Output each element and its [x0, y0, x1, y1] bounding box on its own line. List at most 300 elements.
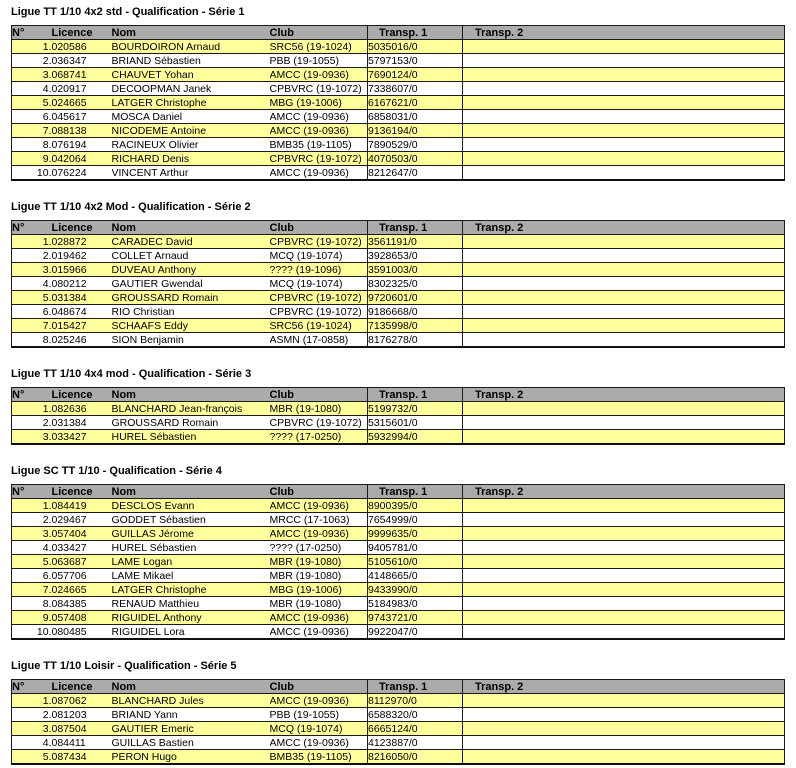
- result-row: [12, 277, 785, 291]
- result-row: [12, 499, 785, 513]
- cell-licence: 031384: [52, 291, 112, 305]
- cell-licence: 076194: [52, 138, 112, 152]
- cell-licence: 084419: [52, 499, 112, 513]
- cell-club: SRC56 (19-1024): [270, 40, 368, 54]
- cell-licence: 031384: [52, 416, 112, 430]
- cell-num: 8.: [12, 597, 52, 611]
- cell-transp1: 4148665/0: [368, 569, 463, 583]
- cell-transp2: [463, 277, 785, 291]
- serie-title: Ligue TT 1/10 4x2 Mod - Qualification - Série 2: [11, 201, 251, 213]
- cell-licence: 036347: [52, 54, 112, 68]
- result-row: [12, 138, 785, 152]
- cell-licence: 028872: [52, 235, 112, 249]
- cell-club: MCQ (19-1074): [270, 722, 368, 736]
- cell-num: 3.: [12, 68, 52, 82]
- results-table-serie-3: [11, 387, 785, 445]
- results-table-serie-5: [11, 679, 785, 765]
- cell-transp2: [463, 138, 785, 152]
- column-header-num: N°: [12, 26, 52, 40]
- result-row: [12, 569, 785, 583]
- cell-transp2: [463, 333, 785, 348]
- cell-transp2: [463, 68, 785, 82]
- cell-transp1: 6665124/0: [368, 722, 463, 736]
- column-header-transp2: Transp. 2: [463, 26, 785, 40]
- cell-licence: 019462: [52, 249, 112, 263]
- result-row: [12, 333, 785, 348]
- cell-transp2: [463, 54, 785, 68]
- result-row: [12, 611, 785, 625]
- cell-num: 4.: [12, 541, 52, 555]
- cell-transp1: 9433990/0: [368, 583, 463, 597]
- result-row: [12, 708, 785, 722]
- cell-transp2: [463, 722, 785, 736]
- cell-nom: PERON Hugo: [112, 750, 270, 765]
- result-row: [12, 416, 785, 430]
- cell-club: BMB35 (19-1105): [270, 750, 368, 765]
- cell-transp1: 3928653/0: [368, 249, 463, 263]
- cell-club: BMB35 (19-1105): [270, 138, 368, 152]
- column-header-transp1: Transp. 1: [368, 388, 463, 402]
- cell-nom: GAUTIER Emeric: [112, 722, 270, 736]
- cell-transp1: 8302325/0: [368, 277, 463, 291]
- cell-num: 1.: [12, 235, 52, 249]
- column-header-club: Club: [270, 485, 368, 499]
- cell-transp1: 9743721/0: [368, 611, 463, 625]
- cell-transp2: [463, 750, 785, 765]
- cell-club: AMCC (19-0936): [270, 527, 368, 541]
- cell-nom: LAME Logan: [112, 555, 270, 569]
- cell-licence: 087434: [52, 750, 112, 765]
- cell-licence: 015966: [52, 263, 112, 277]
- cell-licence: 033427: [52, 430, 112, 445]
- result-row: [12, 54, 785, 68]
- cell-licence: 057408: [52, 611, 112, 625]
- cell-club: ???? (19-1096): [270, 263, 368, 277]
- cell-transp2: [463, 291, 785, 305]
- cell-transp2: [463, 541, 785, 555]
- column-header-licence: Licence: [52, 388, 112, 402]
- cell-transp2: [463, 96, 785, 110]
- cell-num: 2.: [12, 416, 52, 430]
- table-header-row: [12, 221, 785, 235]
- column-header-licence: Licence: [52, 221, 112, 235]
- cell-nom: GROUSSARD Romain: [112, 416, 270, 430]
- cell-nom: GAUTIER Gwendal: [112, 277, 270, 291]
- cell-club: ???? (17-0250): [270, 541, 368, 555]
- column-header-licence: Licence: [52, 26, 112, 40]
- result-row: [12, 152, 785, 166]
- cell-transp1: 5932994/0: [368, 430, 463, 445]
- cell-club: CPBVRC (19-1072): [270, 152, 368, 166]
- cell-transp1: 7135998/0: [368, 319, 463, 333]
- cell-transp1: 4070503/0: [368, 152, 463, 166]
- cell-nom: LATGER Christophe: [112, 96, 270, 110]
- result-row: [12, 263, 785, 277]
- cell-transp1: 9922047/0: [368, 625, 463, 640]
- cell-licence: 076224: [52, 166, 112, 181]
- cell-transp1: 5315601/0: [368, 416, 463, 430]
- cell-transp1: 8112970/0: [368, 694, 463, 708]
- cell-num: 5.: [12, 291, 52, 305]
- cell-nom: CARADEC David: [112, 235, 270, 249]
- cell-licence: 080212: [52, 277, 112, 291]
- results-table-serie-1: [11, 25, 785, 181]
- cell-licence: 063687: [52, 555, 112, 569]
- result-row: [12, 40, 785, 54]
- cell-club: CPBVRC (19-1072): [270, 416, 368, 430]
- cell-licence: 084411: [52, 736, 112, 750]
- cell-club: CPBVRC (19-1072): [270, 291, 368, 305]
- cell-nom: GROUSSARD Romain: [112, 291, 270, 305]
- serie-section-1: [11, 6, 784, 181]
- cell-transp1: 8176278/0: [368, 333, 463, 348]
- result-row: [12, 625, 785, 640]
- cell-transp2: [463, 583, 785, 597]
- column-header-transp2: Transp. 2: [463, 680, 785, 694]
- cell-licence: 042064: [52, 152, 112, 166]
- cell-club: ???? (17-0250): [270, 430, 368, 445]
- cell-nom: BRIAND Sébastien: [112, 54, 270, 68]
- result-row: [12, 541, 785, 555]
- cell-transp2: [463, 124, 785, 138]
- cell-num: 3.: [12, 430, 52, 445]
- column-header-num: N°: [12, 680, 52, 694]
- result-row: [12, 124, 785, 138]
- cell-transp1: 8212647/0: [368, 166, 463, 181]
- cell-nom: NICODEME Antoine: [112, 124, 270, 138]
- cell-licence: 057706: [52, 569, 112, 583]
- serie-section-3: [11, 368, 784, 445]
- cell-transp1: 7338607/0: [368, 82, 463, 96]
- result-row: [12, 583, 785, 597]
- result-row: [12, 430, 785, 445]
- cell-transp2: [463, 513, 785, 527]
- cell-transp2: [463, 235, 785, 249]
- result-row: [12, 291, 785, 305]
- cell-nom: BOURDOIRON Arnaud: [112, 40, 270, 54]
- results-table-serie-4: [11, 484, 785, 640]
- cell-transp1: 8900395/0: [368, 499, 463, 513]
- column-header-transp1: Transp. 1: [368, 221, 463, 235]
- column-header-num: N°: [12, 485, 52, 499]
- cell-transp2: [463, 694, 785, 708]
- cell-licence: 020917: [52, 82, 112, 96]
- column-header-transp2: Transp. 2: [463, 485, 785, 499]
- cell-club: CPBVRC (19-1072): [270, 235, 368, 249]
- result-row: [12, 96, 785, 110]
- result-row: [12, 722, 785, 736]
- cell-club: AMCC (19-0936): [270, 611, 368, 625]
- cell-transp2: [463, 319, 785, 333]
- cell-club: CPBVRC (19-1072): [270, 82, 368, 96]
- cell-club: MBG (19-1006): [270, 96, 368, 110]
- cell-num: 1.: [12, 694, 52, 708]
- cell-transp1: 7654999/0: [368, 513, 463, 527]
- cell-transp2: [463, 555, 785, 569]
- cell-num: 1.: [12, 499, 52, 513]
- cell-nom: LAME Mikael: [112, 569, 270, 583]
- cell-nom: RENAUD Matthieu: [112, 597, 270, 611]
- table-header-row: [12, 26, 785, 40]
- cell-club: PBB (19-1055): [270, 54, 368, 68]
- cell-club: MBR (19-1080): [270, 555, 368, 569]
- cell-num: 8.: [12, 138, 52, 152]
- cell-licence: 087504: [52, 722, 112, 736]
- column-header-licence: Licence: [52, 485, 112, 499]
- cell-num: 7.: [12, 319, 52, 333]
- cell-transp1: 5035016/0: [368, 40, 463, 54]
- cell-nom: DESCLOS Evann: [112, 499, 270, 513]
- cell-transp1: 6588320/0: [368, 708, 463, 722]
- cell-licence: 025246: [52, 333, 112, 348]
- cell-club: ASMN (17-0858): [270, 333, 368, 348]
- cell-transp1: 5797153/0: [368, 54, 463, 68]
- cell-licence: 029467: [52, 513, 112, 527]
- cell-num: 5.: [12, 96, 52, 110]
- table-header-row: [12, 485, 785, 499]
- cell-nom: DUVEAU Anthony: [112, 263, 270, 277]
- cell-transp2: [463, 597, 785, 611]
- cell-nom: GODDET Sébastien: [112, 513, 270, 527]
- cell-club: SRC56 (19-1024): [270, 319, 368, 333]
- cell-nom: LATGER Christophe: [112, 583, 270, 597]
- column-header-transp2: Transp. 2: [463, 221, 785, 235]
- cell-transp1: 5199732/0: [368, 402, 463, 416]
- cell-transp2: [463, 166, 785, 181]
- cell-licence: 088138: [52, 124, 112, 138]
- cell-club: AMCC (19-0936): [270, 166, 368, 181]
- cell-num: 8.: [12, 333, 52, 348]
- cell-transp2: [463, 82, 785, 96]
- cell-club: AMCC (19-0936): [270, 124, 368, 138]
- cell-num: 6.: [12, 110, 52, 124]
- cell-transp1: 8216050/0: [368, 750, 463, 765]
- cell-licence: 082636: [52, 402, 112, 416]
- cell-club: AMCC (19-0936): [270, 625, 368, 640]
- cell-club: AMCC (19-0936): [270, 694, 368, 708]
- cell-transp2: [463, 263, 785, 277]
- result-row: [12, 597, 785, 611]
- cell-transp1: 6167621/0: [368, 96, 463, 110]
- serie-title: Ligue TT 1/10 Loisir - Qualification - Série 5: [11, 660, 237, 672]
- cell-licence: 084385: [52, 597, 112, 611]
- cell-nom: BLANCHARD Jules: [112, 694, 270, 708]
- cell-num: 2.: [12, 708, 52, 722]
- cell-transp2: [463, 569, 785, 583]
- cell-num: 9.: [12, 611, 52, 625]
- cell-num: 2.: [12, 54, 52, 68]
- cell-transp2: [463, 527, 785, 541]
- cell-transp1: 7690124/0: [368, 68, 463, 82]
- cell-transp1: 9999635/0: [368, 527, 463, 541]
- result-row: [12, 319, 785, 333]
- result-row: [12, 513, 785, 527]
- cell-club: AMCC (19-0936): [270, 499, 368, 513]
- cell-transp2: [463, 416, 785, 430]
- cell-num: 1.: [12, 40, 52, 54]
- column-header-transp1: Transp. 1: [368, 680, 463, 694]
- cell-transp1: 7890529/0: [368, 138, 463, 152]
- table-header-row: [12, 388, 785, 402]
- serie-section-4: [11, 465, 784, 640]
- cell-num: 6.: [12, 305, 52, 319]
- result-row: [12, 305, 785, 319]
- column-header-club: Club: [270, 680, 368, 694]
- column-header-licence: Licence: [52, 680, 112, 694]
- column-header-club: Club: [270, 26, 368, 40]
- cell-transp1: 3561191/0: [368, 235, 463, 249]
- column-header-nom: Nom: [112, 221, 270, 235]
- cell-num: 2.: [12, 513, 52, 527]
- cell-num: 3.: [12, 263, 52, 277]
- column-header-nom: Nom: [112, 26, 270, 40]
- results-table-serie-2: [11, 220, 785, 348]
- cell-nom: RIO Christian: [112, 305, 270, 319]
- cell-transp2: [463, 305, 785, 319]
- cell-transp2: [463, 736, 785, 750]
- column-header-nom: Nom: [112, 680, 270, 694]
- cell-licence: 015427: [52, 319, 112, 333]
- result-row: [12, 555, 785, 569]
- column-header-club: Club: [270, 221, 368, 235]
- cell-num: 4.: [12, 82, 52, 96]
- result-row: [12, 402, 785, 416]
- cell-num: 10.: [12, 166, 52, 181]
- cell-nom: SCHAAFS Eddy: [112, 319, 270, 333]
- cell-licence: 020586: [52, 40, 112, 54]
- column-header-num: N°: [12, 221, 52, 235]
- cell-licence: 024665: [52, 96, 112, 110]
- table-header-row: [12, 680, 785, 694]
- cell-num: 4.: [12, 736, 52, 750]
- cell-nom: DECOOPMAN Janek: [112, 82, 270, 96]
- column-header-club: Club: [270, 388, 368, 402]
- result-row: [12, 694, 785, 708]
- result-row: [12, 82, 785, 96]
- cell-club: AMCC (19-0936): [270, 110, 368, 124]
- cell-nom: VINCENT Arthur: [112, 166, 270, 181]
- column-header-transp1: Transp. 1: [368, 485, 463, 499]
- result-row: [12, 527, 785, 541]
- cell-transp2: [463, 611, 785, 625]
- cell-nom: RIGUIDEL Lora: [112, 625, 270, 640]
- serie-title: Ligue SC TT 1/10 - Qualification - Série 4: [11, 465, 222, 477]
- result-row: [12, 68, 785, 82]
- cell-transp1: 5184983/0: [368, 597, 463, 611]
- cell-nom: BLANCHARD Jean-françois: [112, 402, 270, 416]
- cell-num: 2.: [12, 249, 52, 263]
- result-row: [12, 736, 785, 750]
- cell-club: MBG (19-1006): [270, 583, 368, 597]
- cell-num: 4.: [12, 277, 52, 291]
- cell-nom: COLLET Arnaud: [112, 249, 270, 263]
- cell-club: MCQ (19-1074): [270, 249, 368, 263]
- cell-club: MBR (19-1080): [270, 597, 368, 611]
- serie-section-5: [11, 660, 784, 765]
- cell-num: 3.: [12, 722, 52, 736]
- cell-club: MCQ (19-1074): [270, 277, 368, 291]
- cell-nom: GUILLAS Bastien: [112, 736, 270, 750]
- cell-transp2: [463, 152, 785, 166]
- cell-licence: 033427: [52, 541, 112, 555]
- cell-licence: 080485: [52, 625, 112, 640]
- cell-transp1: 9186668/0: [368, 305, 463, 319]
- cell-nom: RICHARD Denis: [112, 152, 270, 166]
- cell-transp2: [463, 110, 785, 124]
- cell-club: MBR (19-1080): [270, 402, 368, 416]
- result-row: [12, 249, 785, 263]
- cell-licence: 045617: [52, 110, 112, 124]
- cell-num: 5.: [12, 555, 52, 569]
- cell-transp2: [463, 40, 785, 54]
- column-header-nom: Nom: [112, 388, 270, 402]
- cell-transp2: [463, 708, 785, 722]
- cell-nom: CHAUVET Yohan: [112, 68, 270, 82]
- cell-nom: RACINEUX Olivier: [112, 138, 270, 152]
- result-row: [12, 166, 785, 181]
- column-header-num: N°: [12, 388, 52, 402]
- cell-transp2: [463, 430, 785, 445]
- cell-licence: 068741: [52, 68, 112, 82]
- cell-licence: 081203: [52, 708, 112, 722]
- cell-num: 5.: [12, 750, 52, 765]
- cell-transp1: 5105610/0: [368, 555, 463, 569]
- cell-club: AMCC (19-0936): [270, 68, 368, 82]
- cell-licence: 024665: [52, 583, 112, 597]
- cell-club: PBB (19-1055): [270, 708, 368, 722]
- cell-licence: 087062: [52, 694, 112, 708]
- cell-licence: 057404: [52, 527, 112, 541]
- cell-nom: GUILLAS Jérome: [112, 527, 270, 541]
- cell-nom: HUREL Sébastien: [112, 541, 270, 555]
- cell-transp1: 4123887/0: [368, 736, 463, 750]
- cell-num: 6.: [12, 569, 52, 583]
- result-row: [12, 750, 785, 765]
- cell-transp1: 9405781/0: [368, 541, 463, 555]
- cell-num: 3.: [12, 527, 52, 541]
- cell-club: CPBVRC (19-1072): [270, 305, 368, 319]
- cell-transp1: 9720601/0: [368, 291, 463, 305]
- cell-num: 7.: [12, 583, 52, 597]
- cell-num: 7.: [12, 124, 52, 138]
- result-row: [12, 110, 785, 124]
- cell-nom: MOSCA Daniel: [112, 110, 270, 124]
- cell-club: MBR (19-1080): [270, 569, 368, 583]
- cell-nom: BRIAND Yann: [112, 708, 270, 722]
- cell-transp1: 6858031/0: [368, 110, 463, 124]
- cell-club: MRCC (17-1063): [270, 513, 368, 527]
- cell-transp2: [463, 249, 785, 263]
- cell-transp2: [463, 625, 785, 640]
- cell-licence: 048674: [52, 305, 112, 319]
- cell-num: 9.: [12, 152, 52, 166]
- serie-title: Ligue TT 1/10 4x4 mod - Qualification - Série 3: [11, 368, 252, 380]
- column-header-transp1: Transp. 1: [368, 26, 463, 40]
- column-header-nom: Nom: [112, 485, 270, 499]
- cell-nom: HUREL Sébastien: [112, 430, 270, 445]
- cell-transp2: [463, 499, 785, 513]
- serie-section-2: [11, 201, 784, 348]
- column-header-transp2: Transp. 2: [463, 388, 785, 402]
- cell-transp1: 9136194/0: [368, 124, 463, 138]
- serie-title: Ligue TT 1/10 4x2 std - Qualification - Série 1: [11, 6, 245, 18]
- cell-transp2: [463, 402, 785, 416]
- cell-num: 10.: [12, 625, 52, 640]
- cell-nom: SION Benjamin: [112, 333, 270, 348]
- result-row: [12, 235, 785, 249]
- cell-club: AMCC (19-0936): [270, 736, 368, 750]
- cell-nom: RIGUIDEL Anthony: [112, 611, 270, 625]
